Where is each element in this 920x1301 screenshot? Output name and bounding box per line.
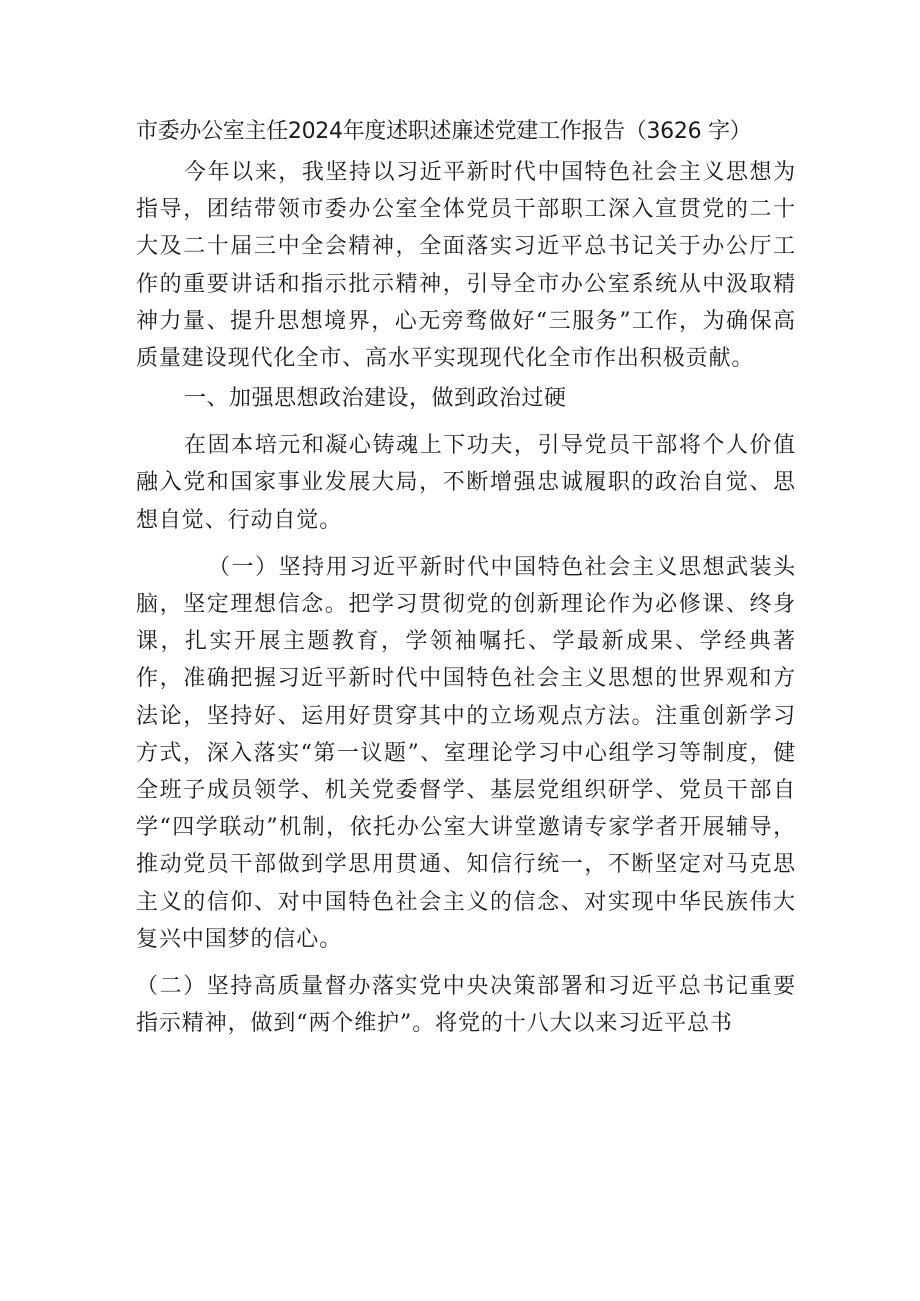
section-1-item-2-paragraph: （二）坚持高质量督办落实党中央决策部署和习近平总书记重要指示精神，做到“两个维护”。将党的十八大以来习近平总书	[136, 974, 796, 1037]
section-1-item-1-paragraph: （一）坚持用习近平新时代中国特色社会主义思想武装头脑，坚定理想信念。把学习贯彻党的创新理论作为必修课、终身课，扎实开展主题教育，学领袖嘱托、学最新成果、学经典著作，准确把握习近平新时代中国特色社会主义思想的世界观和方法论，坚持好、运用好贯穿其中的立场观点方法。注重创新学习方式，深入落实“第一议题”、室理论学习中心组学习等制度，健全班子成员领学、机关党委督学、基层党组织研学、党员干部自学“四学联动”机制，依托办公室大讲堂邀请专家学者开展辅导，推动党员干部做到学思用贯通、知信行统一，不断坚定对马克思主义的信仰、对中国特色社会主义的信念、对实现中华民族伟大复兴中国梦的信心。	[136, 554, 796, 952]
document-title: 市委办公室主任2024年度述职述廉述党建工作报告（3626 字）	[136, 119, 752, 144]
section-heading-1: 一、加强思想政治建设，做到政治过硬	[184, 386, 567, 412]
section-1-intro-paragraph: 在固本培元和凝心铸魂上下功夫，引导党员干部将个人价值融入党和国家事业发展大局，不断增强忠诚履职的政治自觉、思想自觉、行动自觉。	[136, 433, 796, 533]
intro-paragraph: 今年以来，我坚持以习近平新时代中国特色社会主义思想为指导，团结带领市委办公室全体党员干部职工深入宣贯党的二十大及二十届三中全会精神，全面落实习近平总书记关于办公厅工作的重要讲话和指示批示精神，引导全市办公室系统从中汲取精神力量、提升思想境界，心无旁骛做好“三服务”工作，为确保高质量建设现代化全市、高水平实现现代化全市作出积极贡献。	[136, 160, 796, 372]
document-page	[136, 112, 796, 1042]
